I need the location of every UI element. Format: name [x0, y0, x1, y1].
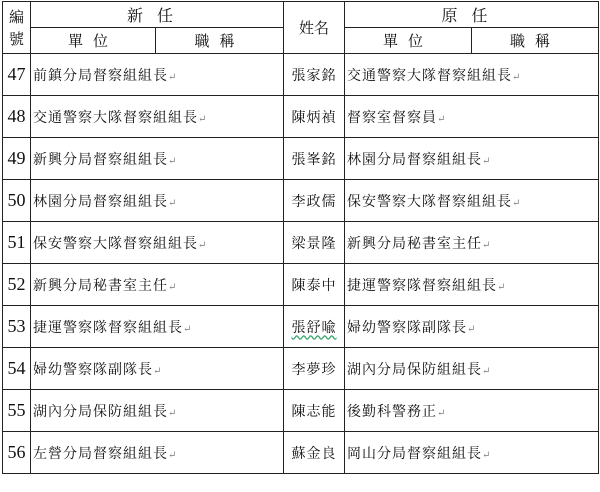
- table-row: [3, 306, 599, 348]
- new-post-header: 新任: [31, 2, 284, 28]
- new-unit-header: 單位: [31, 28, 156, 54]
- paragraph-mark-icon: ↵: [482, 449, 491, 461]
- previous-post-cell: 保安警察大隊督察組組長↵: [345, 180, 599, 222]
- table-row: [3, 138, 599, 180]
- table-row: [3, 432, 599, 474]
- paragraph-mark-icon: ↵: [437, 407, 446, 419]
- paragraph-mark-icon: ↵: [198, 239, 207, 251]
- previous-post-header: 原任: [345, 2, 599, 28]
- paragraph-mark-icon: ↵: [168, 407, 177, 419]
- name-cell: 陳泰中: [284, 264, 345, 306]
- name-cell: 張峯銘: [284, 138, 345, 180]
- row-number: 52: [3, 264, 31, 306]
- table-row: [3, 54, 599, 96]
- paragraph-mark-icon: ↵: [183, 323, 192, 335]
- row-number: 50: [3, 180, 31, 222]
- name-cell: 梁景隆: [284, 222, 345, 264]
- row-number: 55: [3, 390, 31, 432]
- paragraph-mark-icon: ↵: [168, 197, 177, 209]
- previous-post-cell: 婦幼警察隊副隊長↵: [345, 306, 599, 348]
- paragraph-mark-icon: ↵: [168, 155, 177, 167]
- table-row: [3, 348, 599, 390]
- previous-post-cell: 交通警察大隊督察組組長↵: [345, 54, 599, 96]
- table-row: [3, 96, 599, 138]
- new-post-cell: 新興分局督察組組長↵: [31, 138, 284, 180]
- number-column-header: 編號: [3, 2, 31, 54]
- new-post-cell: 新興分局秘書室主任↵: [31, 264, 284, 306]
- new-post-cell: 捷運警察隊督察組組長↵: [31, 306, 284, 348]
- name-cell: 陳炳禎: [284, 96, 345, 138]
- new-post-cell: 林園分局督察組組長↵: [31, 180, 284, 222]
- previous-post-cell: 後勤科警務正↵: [345, 390, 599, 432]
- paragraph-mark-icon: ↵: [482, 155, 491, 167]
- row-number: 51: [3, 222, 31, 264]
- paragraph-mark-icon: ↵: [198, 113, 207, 125]
- name-cell: 李政儒: [284, 180, 345, 222]
- paragraph-mark-icon: ↵: [437, 113, 446, 125]
- row-number: 54: [3, 348, 31, 390]
- table-row: [3, 264, 599, 306]
- new-post-cell: 湖內分局保防組組長↵: [31, 390, 284, 432]
- name-cell: 蘇金良: [284, 432, 345, 474]
- paragraph-mark-icon: ↵: [153, 365, 162, 377]
- new-post-cell: 前鎮分局督察組組長↵: [31, 54, 284, 96]
- spellcheck-underlined-name: 張舒喩: [291, 319, 337, 336]
- new-title-header: 職稱: [156, 28, 284, 54]
- table-row: [3, 180, 599, 222]
- previous-post-cell: 督察室督察員↵: [345, 96, 599, 138]
- row-number: 48: [3, 96, 31, 138]
- paragraph-mark-icon: ↵: [168, 449, 177, 461]
- paragraph-mark-icon: ↵: [497, 281, 506, 293]
- row-number: 56: [3, 432, 31, 474]
- name-cell: 李夢珍: [284, 348, 345, 390]
- previous-title-header: 職稱: [472, 28, 599, 54]
- table-row: [3, 222, 599, 264]
- header-row-top: [3, 2, 599, 28]
- name-cell: 張家銘: [284, 54, 345, 96]
- name-cell: 陳志能: [284, 390, 345, 432]
- row-number: 49: [3, 138, 31, 180]
- row-number: 47: [3, 54, 31, 96]
- new-post-cell: 婦幼警察隊副隊長↵: [31, 348, 284, 390]
- paragraph-mark-icon: ↵: [168, 281, 177, 293]
- previous-post-cell: 新興分局秘書室主任↵: [345, 222, 599, 264]
- new-post-cell: 保安警察大隊督察組組長↵: [31, 222, 284, 264]
- previous-unit-header: 單位: [345, 28, 472, 54]
- name-cell: [284, 306, 345, 348]
- row-number: 53: [3, 306, 31, 348]
- name-column-header: 姓名: [284, 2, 345, 54]
- previous-post-cell: 林園分局督察組組長↵: [345, 138, 599, 180]
- previous-post-cell: 湖內分局保防組組長↵: [345, 348, 599, 390]
- previous-post-cell: 岡山分局督察組組長↵: [345, 432, 599, 474]
- previous-post-cell: 捷運警察隊督察組組長↵: [345, 264, 599, 306]
- paragraph-mark-icon: ↵: [467, 323, 476, 335]
- new-post-cell: 左營分局督察組組長↵: [31, 432, 284, 474]
- personnel-table: [2, 1, 599, 474]
- paragraph-mark-icon: ↵: [482, 239, 491, 251]
- paragraph-mark-icon: ↵: [512, 71, 521, 83]
- paragraph-mark-icon: ↵: [482, 365, 491, 377]
- new-post-cell: 交通警察大隊督察組組長↵: [31, 96, 284, 138]
- table-row: [3, 390, 599, 432]
- paragraph-mark-icon: ↵: [512, 197, 521, 209]
- paragraph-mark-icon: ↵: [168, 71, 177, 83]
